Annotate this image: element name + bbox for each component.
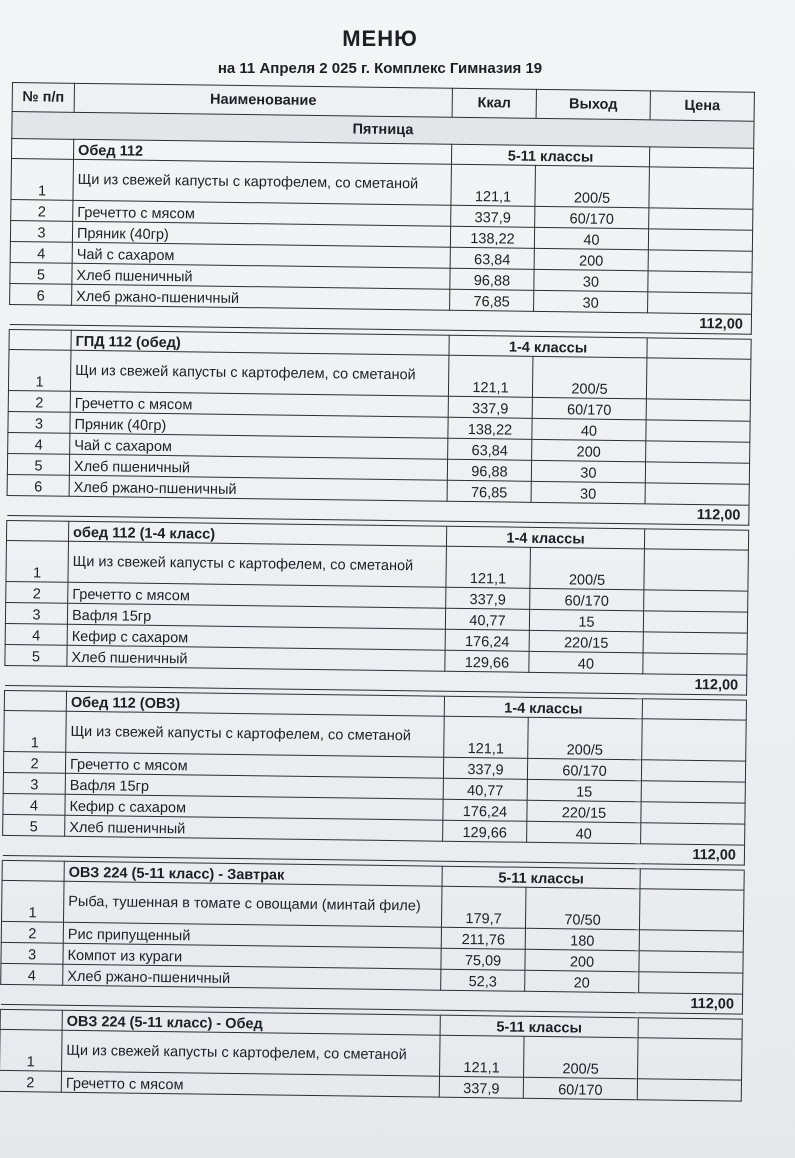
item-kcal: 176,24 bbox=[445, 629, 529, 651]
group-classes: 5-11 классы bbox=[440, 1015, 638, 1038]
item-kcal: 76,85 bbox=[450, 289, 534, 311]
group-total-price: 112,00 bbox=[647, 313, 751, 334]
item-output: 200 bbox=[525, 949, 639, 971]
item-name: Чай с сахаром bbox=[70, 433, 448, 459]
item-number: 1 bbox=[2, 880, 65, 922]
item-name: Щи из свежей капусты с картофелем, со сметаной bbox=[70, 350, 449, 396]
group-price-cell bbox=[640, 869, 744, 890]
item-kcal: 96,88 bbox=[450, 268, 534, 290]
item-number: 2 bbox=[1, 921, 63, 943]
item-kcal: 129,66 bbox=[443, 820, 527, 842]
item-price bbox=[641, 760, 745, 782]
item-kcal: 337,9 bbox=[439, 1076, 523, 1098]
item-price bbox=[643, 632, 747, 654]
group-total-price: 112,00 bbox=[645, 504, 749, 525]
group-price-cell bbox=[642, 699, 746, 720]
item-output: 180 bbox=[525, 928, 639, 950]
item-name: Хлеб ржано-пшеничный bbox=[63, 964, 441, 990]
item-output: 15 bbox=[527, 779, 641, 801]
item-name: Гречетто с мясом bbox=[61, 1071, 439, 1097]
item-number: 1 bbox=[6, 540, 69, 582]
item-kcal: 179,7 bbox=[441, 886, 526, 928]
item-price bbox=[645, 483, 749, 505]
item-output: 220/15 bbox=[529, 630, 643, 652]
item-kcal: 211,76 bbox=[441, 927, 525, 949]
item-output: 70/50 bbox=[525, 887, 640, 929]
item-price bbox=[637, 1079, 741, 1101]
item-price bbox=[648, 271, 752, 293]
item-price bbox=[644, 590, 748, 612]
item-output: 200/5 bbox=[535, 165, 650, 207]
item-number: 3 bbox=[5, 602, 67, 624]
item-output: 200 bbox=[534, 248, 648, 270]
item-name: Пряник (40гр) bbox=[72, 221, 450, 247]
item-number: 5 bbox=[7, 453, 69, 475]
item-name: Хлеб пшеничный bbox=[69, 454, 447, 480]
column-header-out: Выход bbox=[536, 89, 650, 119]
group-classes: 1-4 классы bbox=[449, 335, 647, 358]
item-price bbox=[648, 229, 752, 251]
item-number: 4 bbox=[8, 432, 70, 454]
item-number: 2 bbox=[11, 199, 73, 221]
group-price-cell bbox=[647, 338, 751, 359]
item-number: 3 bbox=[3, 772, 65, 794]
item-price bbox=[646, 441, 750, 463]
group-price-cell bbox=[644, 529, 748, 550]
item-price bbox=[638, 1038, 743, 1080]
item-name: Вафля 15гр bbox=[65, 773, 443, 799]
item-output: 15 bbox=[529, 609, 643, 631]
item-kcal: 121,1 bbox=[451, 164, 536, 206]
item-number: 1 bbox=[4, 710, 67, 752]
group-classes: 1-4 классы bbox=[446, 526, 644, 549]
item-kcal: 176,24 bbox=[443, 799, 527, 821]
group-title: ГПД 112 (обед) bbox=[71, 330, 449, 355]
item-number: 1 bbox=[11, 158, 74, 200]
item-name: Гречетто с мясом bbox=[70, 391, 448, 417]
item-kcal: 337,9 bbox=[448, 396, 532, 418]
item-output: 20 bbox=[525, 970, 639, 992]
item-price bbox=[643, 653, 747, 675]
item-price bbox=[639, 889, 744, 931]
item-price bbox=[644, 549, 749, 591]
group-num-cell bbox=[6, 520, 68, 541]
group-classes: 5-11 классы bbox=[451, 144, 649, 167]
item-price bbox=[648, 292, 752, 314]
item-kcal: 63,84 bbox=[448, 438, 532, 460]
item-number: 2 bbox=[8, 390, 70, 412]
item-name: Пряник (40гр) bbox=[70, 412, 448, 438]
item-price bbox=[639, 930, 743, 952]
item-name: Чай с сахаром bbox=[72, 242, 450, 268]
item-name: Хлеб пшеничный bbox=[72, 263, 450, 289]
item-output: 200/5 bbox=[530, 547, 645, 589]
group-title: ОВЗ 224 (5-11 класс) - Обед bbox=[62, 1010, 440, 1035]
item-kcal: 337,9 bbox=[446, 587, 530, 609]
item-number: 4 bbox=[10, 241, 72, 263]
item-kcal: 96,88 bbox=[447, 459, 531, 481]
group-title: обед 112 (1-4 класс) bbox=[68, 521, 446, 546]
item-number: 1 bbox=[8, 349, 71, 391]
item-number: 1 bbox=[0, 1029, 62, 1071]
item-kcal: 121,1 bbox=[440, 1035, 525, 1077]
item-output: 60/170 bbox=[530, 588, 644, 610]
item-kcal: 75,09 bbox=[441, 948, 525, 970]
item-kcal: 76,85 bbox=[447, 480, 531, 502]
item-price bbox=[646, 358, 751, 400]
item-output: 60/170 bbox=[523, 1077, 637, 1099]
item-name: Хлеб ржано-пшеничный bbox=[69, 475, 447, 501]
item-kcal: 63,84 bbox=[450, 247, 534, 269]
item-kcal: 138,22 bbox=[448, 417, 532, 439]
item-name: Гречетто с мясом bbox=[73, 200, 451, 226]
group-title: Обед 112 (ОВЗ) bbox=[66, 691, 444, 716]
item-name: Щи из свежей капусты с картофелем, со сметаной bbox=[68, 541, 447, 587]
item-number: 3 bbox=[1, 942, 63, 964]
menu-body bbox=[0, 112, 754, 1102]
item-price bbox=[641, 781, 745, 803]
item-output: 30 bbox=[531, 460, 645, 482]
day-label: Пятница bbox=[12, 112, 754, 149]
group-price-cell bbox=[649, 147, 753, 168]
item-name: Гречетто с мясом bbox=[65, 752, 443, 778]
item-name: Гречетто с мясом bbox=[68, 582, 446, 608]
item-output: 60/170 bbox=[532, 397, 646, 419]
item-kcal: 337,9 bbox=[443, 757, 527, 779]
item-number: 3 bbox=[10, 220, 72, 242]
group-num-cell bbox=[11, 139, 73, 160]
item-kcal: 121,1 bbox=[448, 355, 533, 397]
item-price bbox=[642, 719, 747, 761]
item-name: Хлеб ржано-пшеничный bbox=[72, 284, 450, 310]
item-output: 30 bbox=[531, 481, 645, 503]
item-number: 6 bbox=[10, 283, 72, 305]
item-number: 5 bbox=[3, 814, 65, 836]
column-header-price: Цена bbox=[650, 91, 754, 121]
column-header-num: № п/п bbox=[12, 83, 74, 113]
item-output: 60/170 bbox=[535, 206, 649, 228]
item-number: 4 bbox=[1, 963, 63, 985]
group-classes: 1-4 классы bbox=[444, 696, 642, 719]
item-kcal: 52,3 bbox=[441, 969, 525, 991]
item-price bbox=[648, 250, 752, 272]
page-title: МЕНЮ bbox=[342, 26, 418, 51]
item-name: Щи из свежей капусты с картофелем, со сметаной bbox=[66, 711, 445, 757]
item-name: Щи из свежей капусты с картофелем, со сметаной bbox=[62, 1030, 441, 1076]
item-output: 40 bbox=[532, 418, 646, 440]
item-price bbox=[643, 611, 747, 633]
item-kcal: 40,77 bbox=[445, 608, 529, 630]
total-line bbox=[447, 501, 645, 524]
item-output: 40 bbox=[527, 821, 641, 843]
item-name: Хлеб пшеничный bbox=[65, 815, 443, 841]
menu-table bbox=[0, 82, 755, 1102]
item-number: 2 bbox=[3, 751, 65, 773]
group-total-price: 112,00 bbox=[638, 993, 742, 1014]
item-output: 200/5 bbox=[524, 1036, 639, 1078]
item-price bbox=[649, 167, 754, 209]
item-output: 40 bbox=[534, 227, 648, 249]
total-line bbox=[449, 310, 647, 333]
group-total-price: 112,00 bbox=[643, 674, 747, 695]
group-num-cell bbox=[0, 1009, 62, 1030]
group-title: Обед 112 bbox=[73, 139, 451, 164]
item-name: Кефир с сахаром bbox=[67, 624, 445, 650]
item-number: 5 bbox=[5, 644, 67, 666]
group-num-cell bbox=[9, 329, 71, 350]
item-number: 4 bbox=[3, 793, 65, 815]
item-price bbox=[646, 420, 750, 442]
total-line bbox=[445, 671, 643, 694]
item-price bbox=[649, 208, 753, 230]
item-number: 4 bbox=[5, 623, 67, 645]
group-price-cell bbox=[638, 1018, 742, 1039]
item-output: 60/170 bbox=[527, 758, 641, 780]
item-kcal: 121,1 bbox=[446, 546, 531, 588]
item-price bbox=[645, 462, 749, 484]
item-kcal: 129,66 bbox=[445, 650, 529, 672]
item-output: 200 bbox=[532, 439, 646, 461]
item-kcal: 121,1 bbox=[444, 716, 529, 758]
item-output: 40 bbox=[529, 651, 643, 673]
item-number: 3 bbox=[8, 411, 70, 433]
item-price bbox=[641, 802, 745, 824]
item-kcal: 40,77 bbox=[443, 778, 527, 800]
column-header-name: Наименование bbox=[74, 83, 452, 117]
item-name: Рыба, тушенная в томате с овощами (минтай филе) bbox=[64, 881, 443, 927]
item-output: 30 bbox=[534, 269, 648, 291]
group-title: ОВЗ 224 (5-11 класс) - Завтрак bbox=[64, 861, 442, 886]
item-name: Кефир с сахаром bbox=[65, 794, 443, 820]
item-price bbox=[646, 399, 750, 421]
item-number: 6 bbox=[7, 474, 69, 496]
item-number: 2 bbox=[0, 1070, 62, 1092]
item-price bbox=[639, 972, 743, 994]
group-classes: 5-11 классы bbox=[442, 866, 640, 889]
group-num-cell bbox=[2, 860, 64, 881]
total-line bbox=[440, 990, 638, 1013]
item-name: Рис припущенный bbox=[63, 922, 441, 948]
item-kcal: 337,9 bbox=[451, 205, 535, 227]
page-subtitle: на 11 Апреля 2 025 г. Комплекс Гимназия 19 bbox=[217, 60, 543, 77]
total-line bbox=[442, 841, 640, 864]
item-price bbox=[641, 823, 745, 845]
item-output: 30 bbox=[534, 290, 648, 312]
item-name: Вафля 15гр bbox=[67, 603, 445, 629]
column-header-kcal: Ккал bbox=[452, 88, 536, 118]
item-price bbox=[639, 951, 743, 973]
item-number: 5 bbox=[10, 262, 72, 284]
item-output: 200/5 bbox=[528, 717, 643, 759]
item-name: Щи из свежей капусты с картофелем, со сметаной bbox=[73, 159, 452, 205]
item-kcal: 138,22 bbox=[450, 226, 534, 248]
item-output: 220/15 bbox=[527, 800, 641, 822]
group-num-cell bbox=[4, 690, 66, 711]
item-number: 2 bbox=[6, 581, 68, 603]
item-name: Хлеб пшеничный bbox=[67, 645, 445, 671]
group-total-price: 112,00 bbox=[640, 844, 744, 865]
item-name: Компот из кураги bbox=[63, 943, 441, 969]
item-output: 200/5 bbox=[532, 356, 647, 398]
